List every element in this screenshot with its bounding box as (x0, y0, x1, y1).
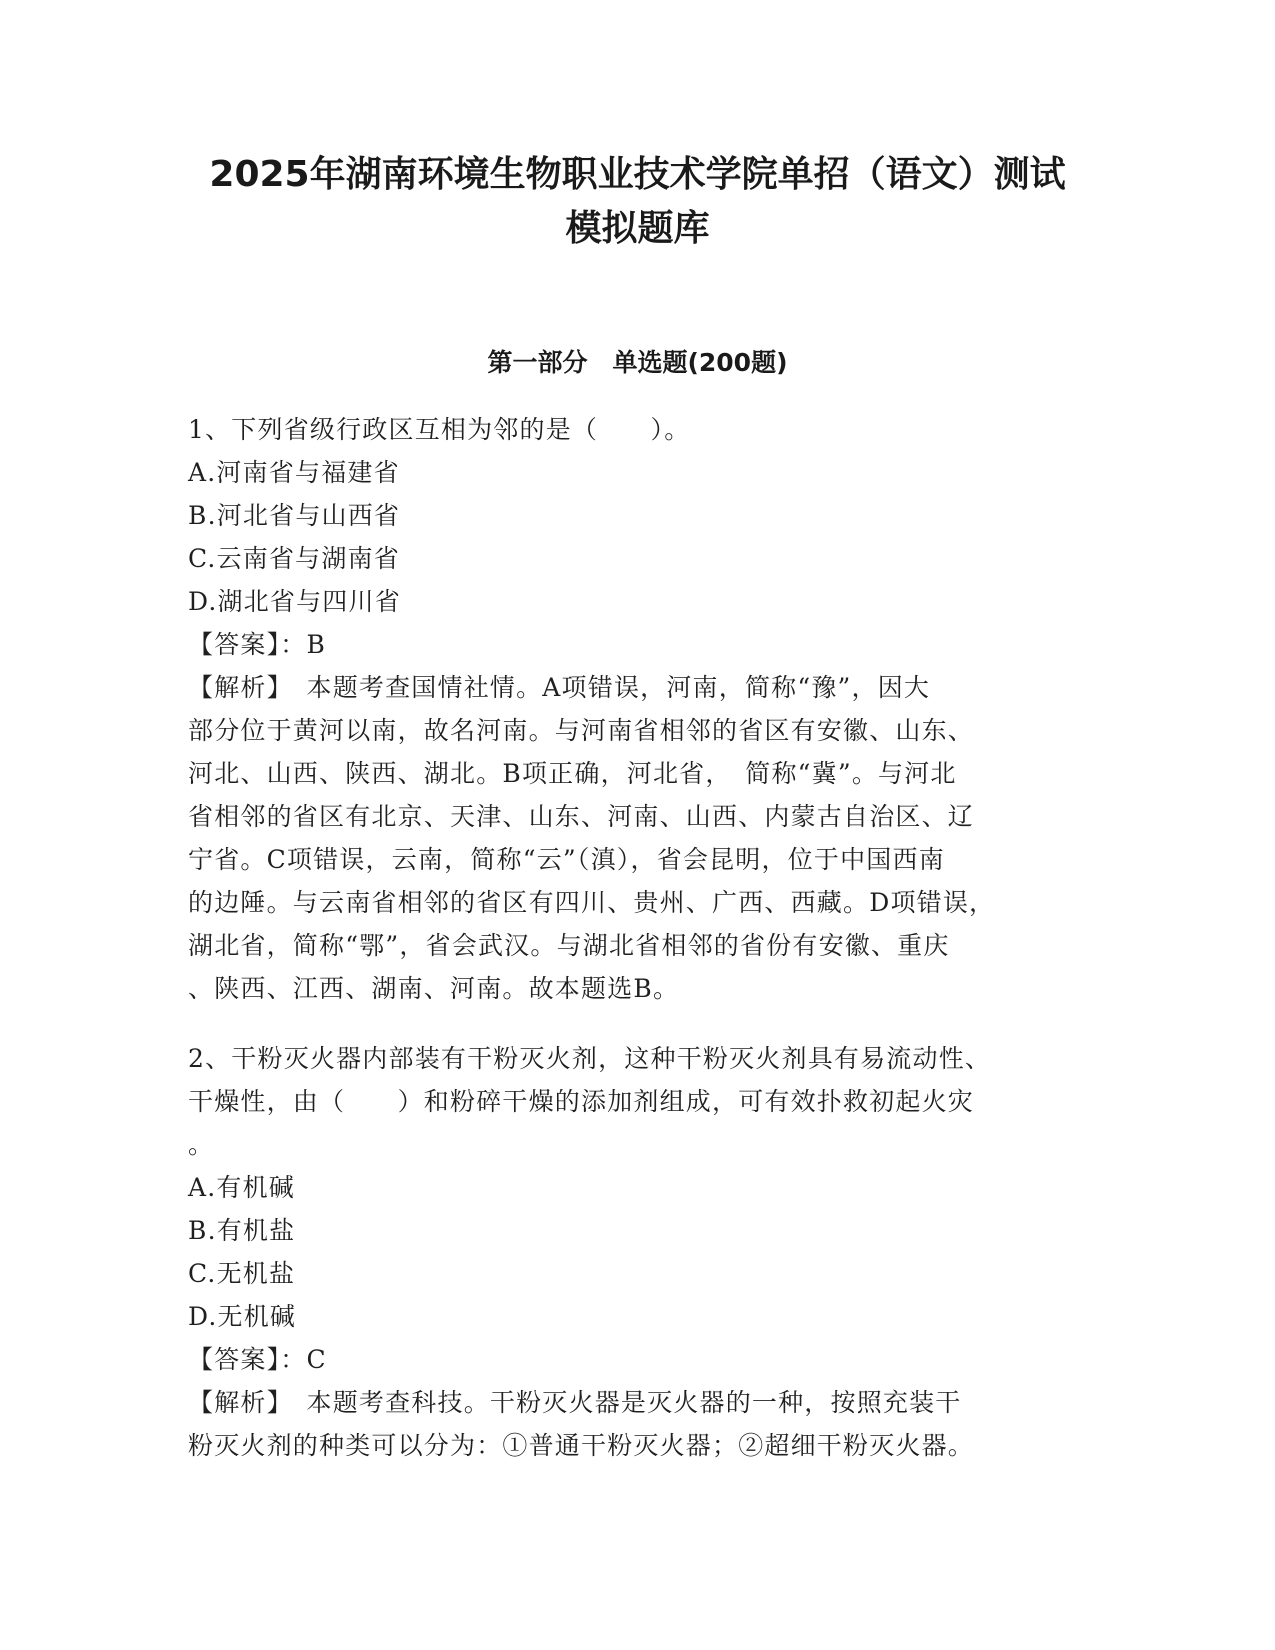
option-b: B.有机盐 (188, 1216, 296, 1245)
analysis-line: 粉灭火剂的种类可以分为：①普通干粉灭火器；②超细干粉灭火器。 (188, 1431, 975, 1460)
question-stem: 2、干粉灭火器内部装有干粉灭火剂，这种干粉灭火剂具有易流动性、 (188, 1044, 992, 1073)
option-b: B.河北省与山西省 (188, 501, 401, 530)
question-stem: 干燥性，由（ ）和粉碎干燥的添加剂组成，可有效扑救初起火灾 (188, 1087, 975, 1116)
analysis-line: 的边陲。与云南省相邻的省区有四川、贵州、广西、西藏。D项错误， (188, 888, 996, 917)
question-1 (188, 408, 1088, 1010)
option-d: D.无机碱 (188, 1302, 297, 1331)
answer-line: 【答案】：C (188, 1345, 327, 1374)
analysis-line: 【解析】 本题考查科技。干粉灭火器是灭火器的一种，按照充装干 (188, 1388, 962, 1417)
option-d: D.湖北省与四川省 (188, 587, 401, 616)
analysis-line: 湖北省，简称“鄂”，省会武汉。与湖北省相邻的省份有安徽、重庆 (188, 931, 950, 960)
question-stem: 。 (188, 1130, 215, 1159)
answer-line: 【答案】：B (188, 630, 327, 659)
document-title-line-1: 2025年湖南环境生物职业技术学院单招（语文）测试 (209, 154, 1066, 195)
option-a: A.河南省与福建省 (188, 458, 400, 487)
analysis-line: 【解析】 本题考查国情社情。A项错误，河南，简称“豫”，因大 (188, 673, 931, 702)
option-a: A.有机碱 (188, 1173, 296, 1202)
analysis-line: 河北、山西、陕西、湖北。B项正确，河北省， 简称“冀”。与河北 (188, 759, 957, 788)
document-title (150, 148, 1125, 256)
option-c: C.云南省与湖南省 (188, 544, 400, 573)
section-heading: 第一部分 单选题(200题) (487, 348, 788, 377)
question-2 (188, 1037, 1088, 1467)
document-title-line-2: 模拟题库 (565, 208, 710, 249)
question-stem: 1、下列省级行政区互相为邻的是（ ）。 (188, 415, 691, 444)
analysis-line: 、陕西、江西、湖南、河南。故本题选B。 (188, 974, 680, 1003)
analysis-line: 部分位于黄河以南，故名河南。与河南省相邻的省区有安徽、山东、 (188, 716, 975, 745)
option-c: C.无机盐 (188, 1259, 296, 1288)
analysis-line: 省相邻的省区有北京、天津、山东、河南、山西、内蒙古自治区、辽 (188, 802, 975, 831)
analysis-line: 宁省。C项错误，云南，简称“云”（滇），省会昆明，位于中国西南 (188, 845, 945, 874)
